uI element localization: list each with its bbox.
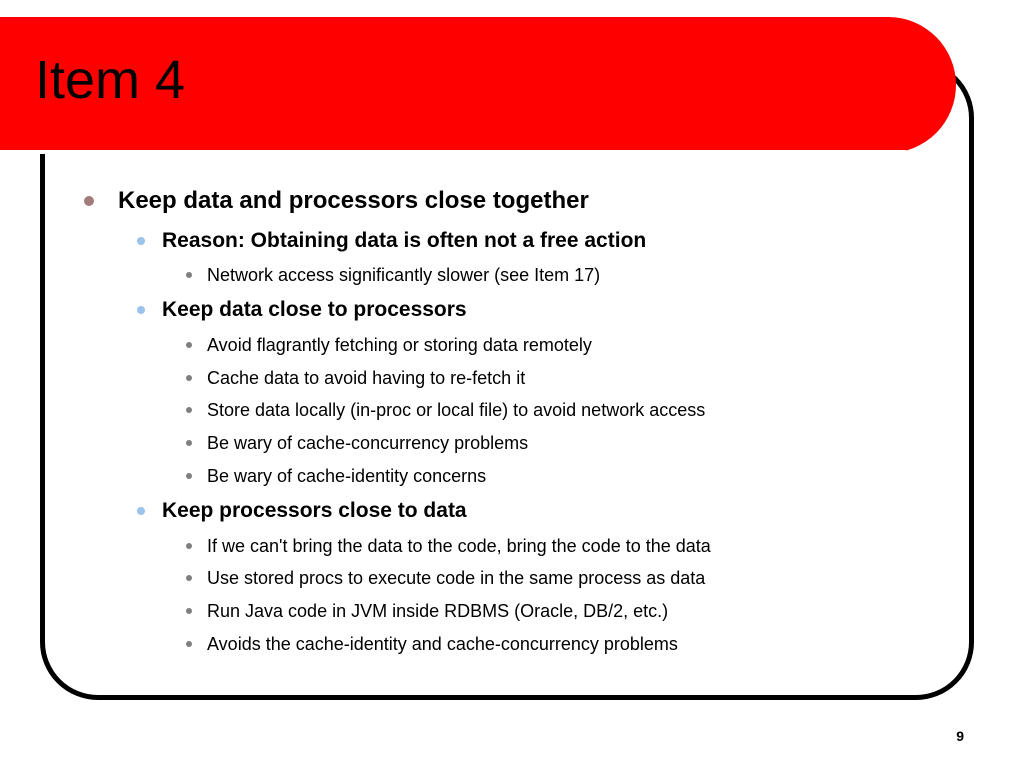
bullet-text: Keep data close to processors bbox=[162, 298, 467, 321]
sub-sub-bullet-item bbox=[207, 600, 668, 622]
sub-sub-bullet-item bbox=[207, 633, 678, 655]
sub-bullet-item bbox=[162, 297, 467, 323]
sub-bullet-item bbox=[162, 498, 467, 524]
bullet-dot-icon bbox=[186, 272, 192, 278]
sub-sub-bullet-item bbox=[207, 334, 592, 356]
bullet-text: Run Java code in JVM inside RDBMS (Oracle, DB/2, etc.) bbox=[207, 601, 669, 621]
bullet-dot-icon bbox=[186, 473, 192, 479]
bullet-dot-icon bbox=[137, 237, 145, 245]
bullet-dot-icon bbox=[84, 196, 94, 206]
bullet-text: If we can't bring the data to the code, bring the code to the data bbox=[207, 536, 711, 556]
bullet-text: Avoid flagrantly fetching or storing data remotely bbox=[207, 335, 592, 355]
sub-sub-bullet-item bbox=[207, 399, 705, 421]
title-underline-rule bbox=[0, 150, 906, 154]
bullet-text: Keep data and processors close together bbox=[118, 187, 589, 214]
sub-sub-bullet-item bbox=[207, 535, 711, 557]
bullet-dot-icon bbox=[186, 543, 192, 549]
sub-sub-bullet-item bbox=[207, 567, 705, 589]
bullet-dot-icon bbox=[186, 440, 192, 446]
bullet-text: Cache data to avoid having to re-fetch it bbox=[207, 368, 526, 388]
bullet-dot-icon bbox=[137, 507, 145, 515]
bullet-text: Store data locally (in-proc or local file) to avoid network access bbox=[207, 400, 706, 420]
sub-sub-bullet-item bbox=[207, 367, 525, 389]
bullet-text: Be wary of cache-identity concerns bbox=[207, 466, 487, 486]
bullet-dot-icon bbox=[186, 375, 192, 381]
bullet-dot-icon bbox=[186, 575, 192, 581]
sub-bullet-item bbox=[162, 228, 646, 254]
bullet-text: Be wary of cache-concurrency problems bbox=[207, 433, 529, 453]
sub-sub-bullet-item bbox=[207, 264, 600, 286]
sub-sub-bullet-item bbox=[207, 465, 486, 487]
bullet-text: Avoids the cache-identity and cache-concurrency problems bbox=[207, 634, 678, 654]
slide-title: Item 4 bbox=[35, 50, 186, 110]
bullet-text: Network access significantly slower (see Item 17) bbox=[207, 265, 601, 285]
page-number: 9 bbox=[956, 728, 964, 744]
bullet-dot-icon bbox=[186, 641, 192, 647]
bullet-dot-icon bbox=[186, 407, 192, 413]
bullet-dot-icon bbox=[137, 306, 145, 314]
bullet-text: Use stored procs to execute code in the same process as data bbox=[207, 568, 706, 588]
bullet-item bbox=[118, 187, 589, 215]
bullet-dot-icon bbox=[186, 608, 192, 614]
bullet-text: Reason: Obtaining data is often not a free action bbox=[162, 229, 647, 252]
sub-sub-bullet-item bbox=[207, 432, 528, 454]
bullet-text: Keep processors close to data bbox=[162, 499, 467, 522]
bullet-dot-icon bbox=[186, 342, 192, 348]
